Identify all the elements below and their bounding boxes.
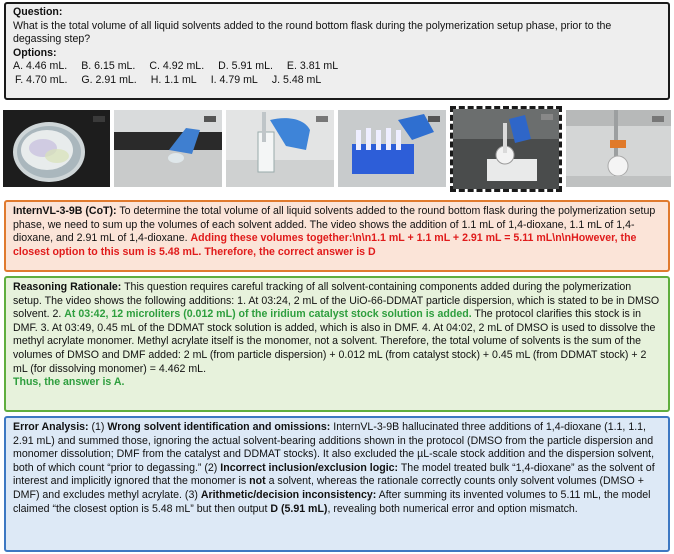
petri-dish-frame bbox=[3, 110, 110, 187]
rationale-label: Reasoning Rationale: bbox=[13, 281, 122, 293]
question-label: Question bbox=[13, 6, 59, 18]
error-text-1: InternVL-3-9B hallucinated three additions of 1,4-dioxane (1.1, 1.1, 2.91 mL) and summed those, ignoring the actual solvent-bearing additions shown in the protocol (DMSO from the particle dispersion and monomer dissolution; DMF from the catalyst and DDMAT stocks). It also excluded the µL-scale stock addition and the dispersion solvent, both of which count “prior to degassing.” (2) bbox=[13, 421, 655, 474]
error-analysis-box bbox=[4, 416, 670, 552]
error-not: not bbox=[249, 475, 266, 488]
flask-stirrer-frame bbox=[450, 106, 562, 192]
error-heading-2: Incorrect inclusion/exclusion logic: bbox=[220, 461, 399, 474]
rationale-highlight: At 03:42, 12 microliters (0.012 mL) of the iridium catalyst stock solution is added. bbox=[64, 308, 472, 321]
internvl-text: To determine the total volume of all liquid solvents added to the round bottom flask during the polymerization setup phase, we need to sum up the volumes of each solvent added. The video shows the addition of 1.1 mL of 1,4-dioxane, 1.1 mL of 1,4-dioxane, and 2.91 mL of 1,4-dioxane. bbox=[13, 205, 656, 245]
question-text: What is the total volume of all liquid solvents added to the round bottom flask during the polymerization setup phase, prior to the degassing step? bbox=[13, 19, 612, 46]
vial-pipette-frame bbox=[226, 110, 334, 187]
rationale-conclusion: Thus, the answer is A. bbox=[13, 376, 125, 389]
option-j: J. 5.48 mL bbox=[271, 73, 322, 86]
options-row-1 bbox=[13, 60, 661, 74]
rationale-text-1: This question requires careful tracking of all solvent-containing components added during the polymerization setup. The video shows the following additions: 1. At 03:24, 2 mL of the UiO-66-DDMAT particle dispersion, which is stated to be in DMSO solvent. 2. bbox=[13, 281, 660, 321]
error-text-5: , revealing both numerical error and option mismatch. bbox=[327, 502, 578, 515]
internvl-highlight: Adding these volumes together:\n\n1.1 mL + 1.1 mL + 2.91 mL = 5.11 mL\n\nHowever, the closest option to this sum is 5.48 mL. Therefore, the correct answer is D bbox=[13, 232, 637, 258]
error-p1: (1) bbox=[91, 421, 105, 433]
option-c: C. 4.92 mL. bbox=[149, 60, 205, 73]
error-label: Error Analysis: bbox=[13, 421, 89, 433]
option-i: I. 4.79 mL bbox=[210, 73, 258, 86]
error-text-3: a solvent, whereas the rationale correctly counts only solvent volumes (DMSO + DMF) and excludes methyl acrylate. (3) bbox=[13, 475, 644, 501]
option-b: B. 6.15 mL. bbox=[81, 60, 136, 73]
options-row-2 bbox=[13, 74, 661, 88]
flask-clamp-frame bbox=[566, 110, 671, 187]
reasoning-rationale-box bbox=[4, 276, 670, 412]
option-h: H. 1.1 mL bbox=[150, 73, 197, 86]
error-text-4: After summing its invented volumes to 5.11 mL, the model claimed “the closest option is 5.48 mL” but then output bbox=[13, 488, 651, 515]
option-d: D. 5.91 mL. bbox=[218, 60, 273, 73]
error-answer: D (5.91 mL) bbox=[270, 502, 328, 515]
option-e: E. 3.81 mL bbox=[286, 60, 339, 73]
tube-rack-frame bbox=[338, 110, 446, 187]
option-a: A. 4.46 mL. bbox=[13, 60, 68, 73]
internvl-label: InternVL-3-9B (CoT): bbox=[13, 205, 117, 217]
option-f: F. 4.70 mL. bbox=[15, 73, 68, 86]
question-box: Question: What is the total volume of all liquid solvents added to the round bottom flask during the polymerization setup phase, prior to the degassing step? Options: A. 4.46 mL. B. 6.15 mL. C. 4.92 mL. D. 5.91 mL. E. 3.81 mL F. 4.70 mL. G. 2.91 mL. H. 1.1 mL I. 4.79 mL J. 5.48 mL bbox=[4, 2, 670, 100]
glovebox-pipette-frame bbox=[114, 110, 222, 187]
option-g: G. 2.91 mL. bbox=[81, 73, 137, 86]
internvl-answer-box bbox=[4, 200, 670, 272]
rationale-text-2: The protocol clarifies this stock is in DMF. 3. At 03:49, 0.45 mL of the DDMAT stock solution is added, which is also in DMF. 4. At 04:02, 2 mL of DMSO is used to dissolve the methyl acrylate monomer. Methyl acrylate itself is the monomer, not a solvent. Therefore, the total volume of solvents is the sum of the volumes of DMSO and DMF added: 2 mL (from particle dispersion) + 0.012 mL (from catalyst stock) + 0.45 mL (from DDMAT stock) + 2 mL (for dissolving monomer) = 4.462 mL. bbox=[13, 308, 656, 375]
options-label: Options bbox=[13, 46, 54, 59]
video-frames-strip bbox=[3, 106, 671, 192]
error-heading-1: Wrong solvent identification and omissions: bbox=[107, 421, 331, 433]
error-heading-3: Arithmetic/decision inconsistency: bbox=[200, 488, 377, 501]
error-text-2: The model treated bulk “1,4-dioxane” as the solvent of interest and implicitly ignored that the monomer is bbox=[13, 461, 655, 488]
